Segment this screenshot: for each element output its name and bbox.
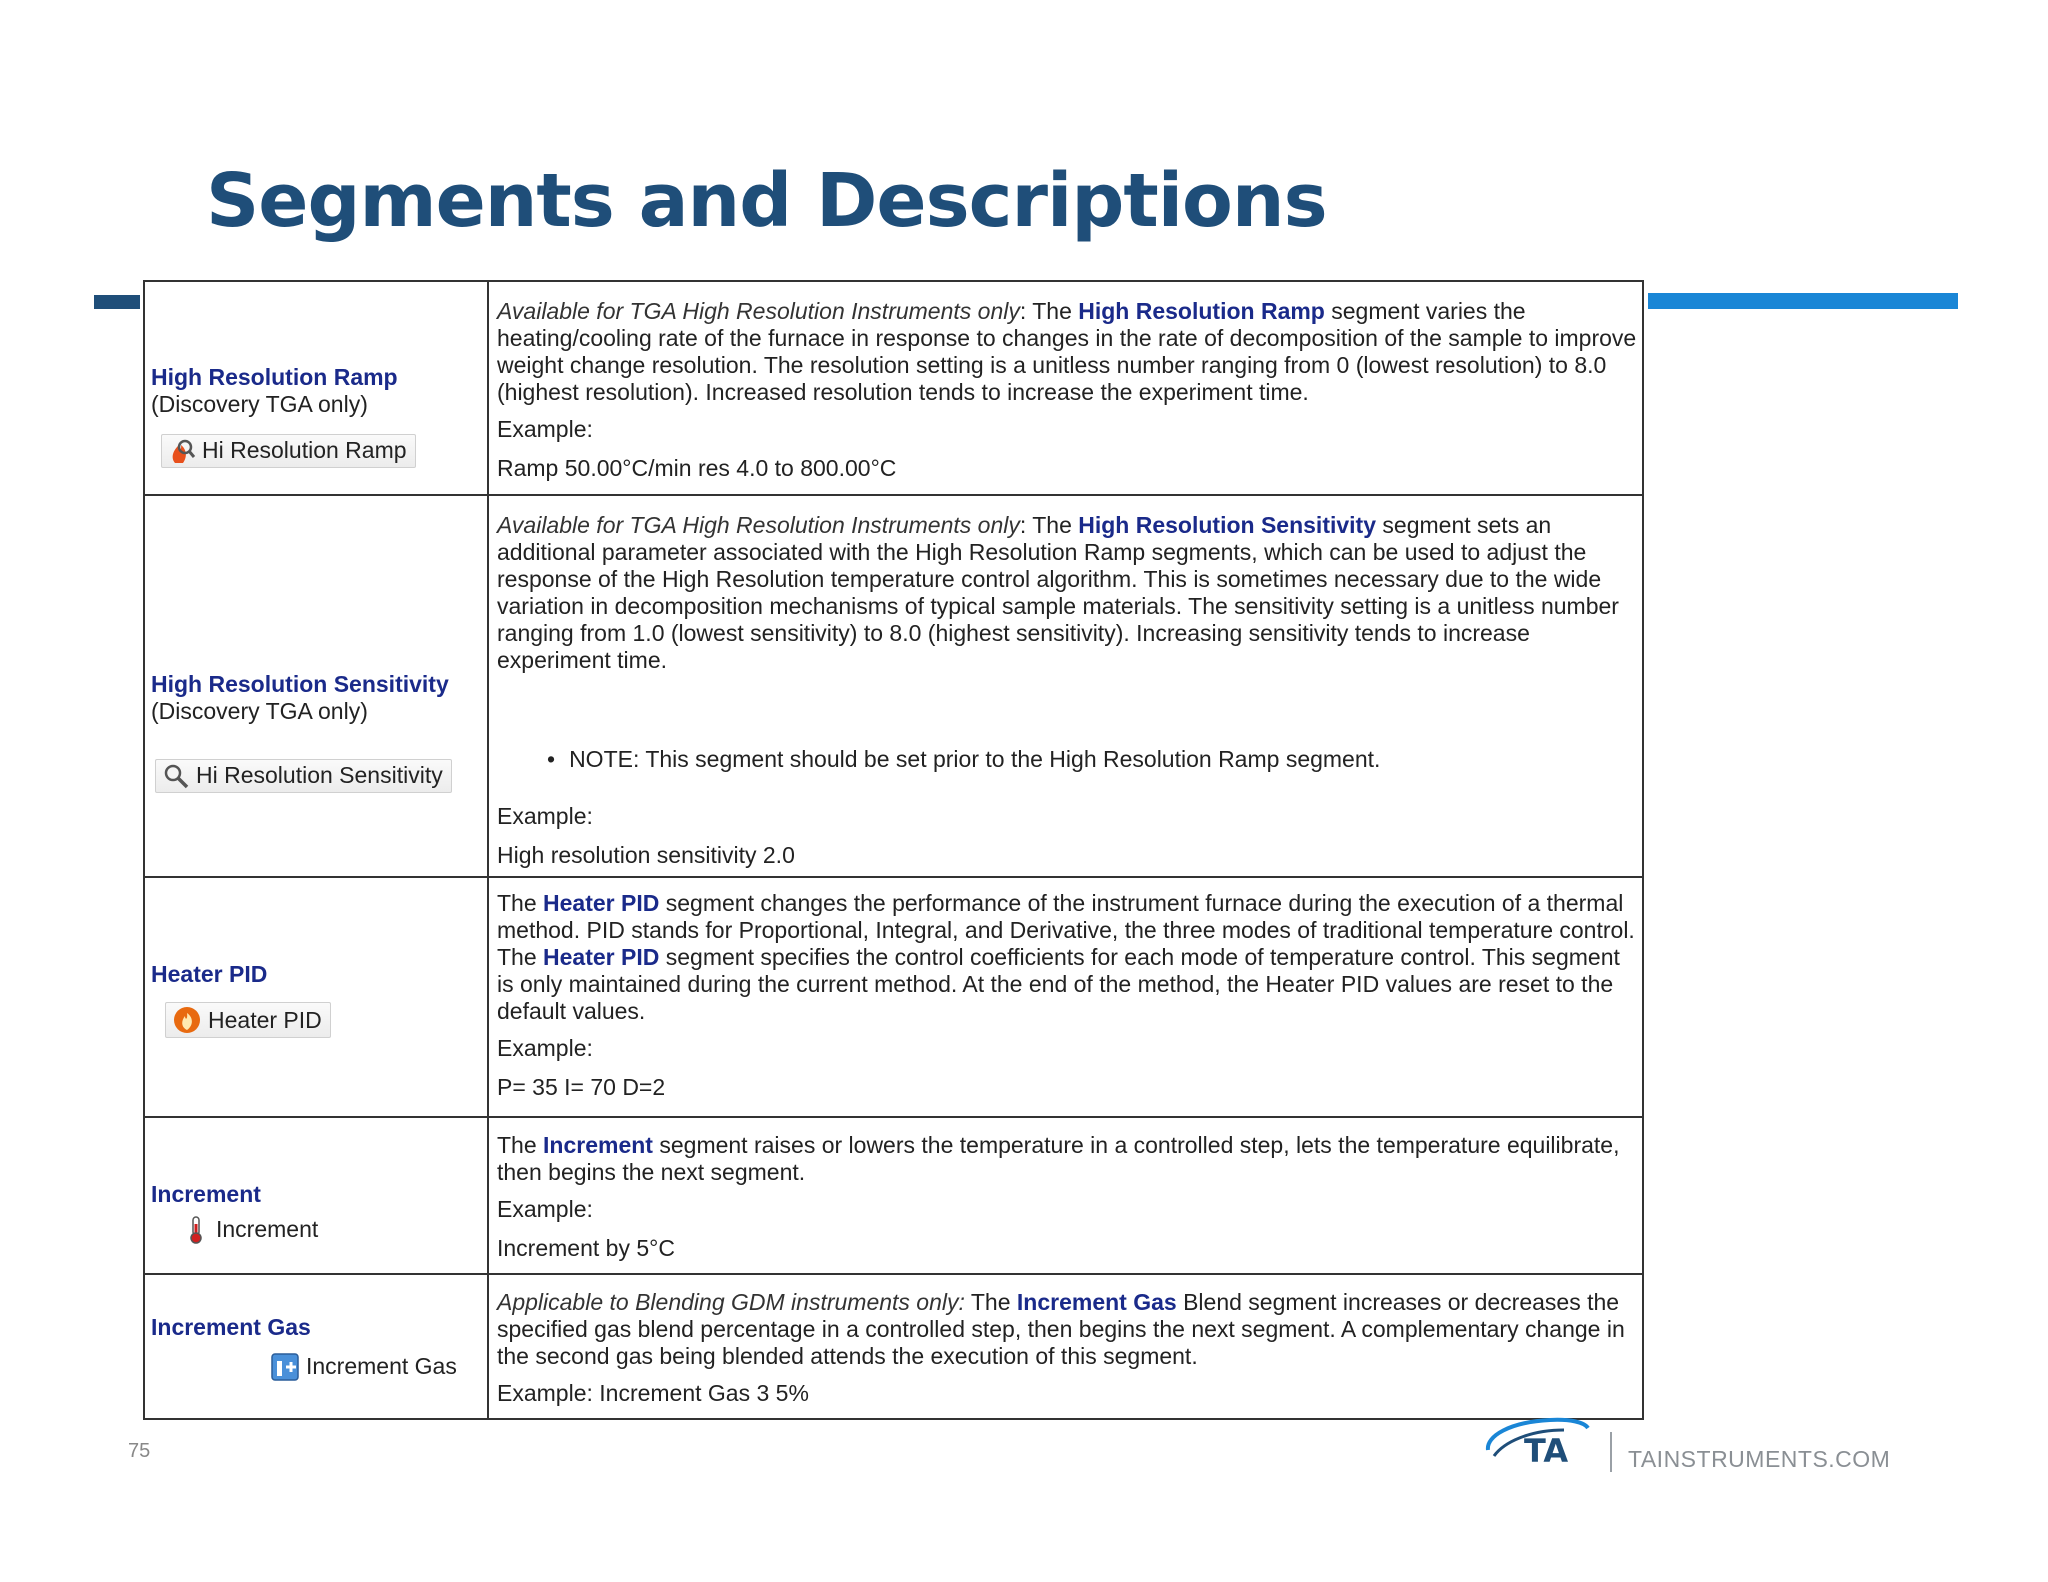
magnifier-icon [162, 762, 190, 790]
segment-highlight: Increment Gas [1016, 1289, 1177, 1315]
example-label: Example: [497, 1035, 593, 1061]
thermometer-plus-icon [188, 1215, 210, 1245]
description-text: segment raises or lowers the temperature in a controlled step, lets the temperature equilibrate, then begins the next segment. [497, 1132, 1620, 1185]
hi-resolution-ramp-button[interactable] [161, 434, 416, 468]
note-item [547, 746, 1639, 773]
button-label: Increment [216, 1216, 319, 1242]
segment-description [497, 890, 1639, 1025]
page-number: 75 [128, 1440, 151, 1462]
flame-icon [172, 1005, 202, 1035]
page-title: Segments and Descriptions [206, 158, 1327, 244]
gas-increment-icon [270, 1352, 300, 1382]
button-label: Increment Gas [306, 1353, 457, 1379]
example-value: Ramp 50.00°C/min res 4.0 to 800.00°C [497, 455, 897, 481]
description-text: segment specifies the control coefficients for each mode of temperature control. This segment is only maintained during the current method. At the end of the method, the Heater PID values are reset to the default values. [497, 944, 1620, 1024]
example-label: Example: [497, 1196, 593, 1222]
segment-name: Increment [151, 1180, 261, 1207]
segment-label-cell [144, 281, 488, 495]
segment-highlight: Heater PID [543, 944, 660, 970]
svg-text:TA: TA [1524, 1432, 1569, 1470]
segment-highlight: Heater PID [543, 890, 660, 916]
button-label: Hi Resolution Ramp [202, 437, 407, 463]
segment-highlight: High Resolution Ramp [1078, 298, 1325, 324]
segment-description [497, 1132, 1639, 1186]
search-flame-icon [168, 437, 196, 465]
availability-note: Available for TGA High Resolution Instruments only [497, 512, 1020, 538]
accent-bar-left [94, 295, 140, 309]
availability-note: Applicable to Blending GDM instruments only: [497, 1289, 965, 1315]
segment-highlight: High Resolution Sensitivity [1078, 512, 1377, 538]
table-row [144, 1117, 1643, 1274]
increment-button[interactable] [181, 1212, 327, 1248]
segment-description-cell [488, 1274, 1643, 1419]
description-text: segment changes the performance of the instrument furnace during the execution of a thermal method. PID stands for Proportional, Integral, and Derivative, the three modes of traditional temperature control. The [497, 890, 1635, 970]
button-label: Hi Resolution Sensitivity [196, 762, 443, 788]
example-value: Increment by 5°C [497, 1235, 675, 1261]
table-row [144, 495, 1643, 877]
example-value: P= 35 I= 70 D=2 [497, 1074, 666, 1100]
ta-logo-icon [1480, 1412, 1600, 1472]
segment-label-cell [144, 1274, 488, 1419]
heater-pid-button[interactable] [165, 1002, 331, 1038]
bullet: • [547, 746, 556, 772]
segment-name: High Resolution Sensitivity [151, 670, 449, 697]
segment-label-cell [144, 877, 488, 1117]
table-row [144, 281, 1643, 495]
example-label: Example: [497, 416, 593, 442]
segment-description [497, 512, 1639, 674]
description-text: Blend segment increases or decreases the specified gas blend percentage in a controlled step, then begins the next segment. A complementary change in the second gas being blended attends the execution of this segment. [497, 1289, 1625, 1369]
segment-name: Heater PID [151, 961, 268, 987]
description-text: The [497, 1132, 544, 1158]
segment-description-cell [488, 1117, 1643, 1274]
description-text: segment varies the heating/cooling rate of the furnace in response to changes in the rate of decomposition of the sample to improve weight change resolution. The resolution setting is a unitless number ranging from 0 (lowest resolution) to 8.0 (highest resolution). Increased resolution tends to increase the experiment time. [497, 298, 1637, 405]
segment-description-cell [488, 877, 1643, 1117]
increment-gas-button[interactable] [263, 1349, 466, 1385]
ta-logo [1480, 1412, 1600, 1477]
example-value: High resolution sensitivity 2.0 [497, 842, 795, 868]
description-text: segment sets an additional parameter associated with the High Resolution Ramp segments, which can be used to adjust the response of the High Resolution temperature control algorithm. This is sometimes necessary due to the wide variation in decomposition mechanisms of typical sample materials. The sensitivity setting is a unitless number ranging from 1.0 (lowest sensitivity) to 8.0 (highest sensitivity). Increasing sensitivity tends to increase experiment time. [497, 512, 1619, 673]
description-text: The [964, 1289, 1017, 1315]
segment-description-cell [488, 281, 1643, 495]
description-text: : The [1019, 512, 1079, 538]
table-row [144, 1274, 1643, 1419]
example-value: Example: Increment Gas 3 5% [497, 1380, 809, 1406]
hi-resolution-sensitivity-button[interactable] [155, 759, 452, 793]
segment-description [497, 1289, 1639, 1370]
segment-subtitle: (Discovery TGA only) [151, 390, 368, 417]
accent-bar-right [1648, 293, 1958, 309]
segment-subtitle: (Discovery TGA only) [151, 697, 368, 724]
footer-divider [1610, 1432, 1612, 1472]
segment-description-cell [488, 495, 1643, 877]
note-text: NOTE: This segment should be set prior to the High Resolution Ramp segment. [569, 746, 1381, 772]
availability-note: Available for TGA High Resolution Instruments only [497, 298, 1020, 324]
segment-name: High Resolution Ramp [151, 363, 398, 390]
segment-highlight: Increment [543, 1132, 653, 1158]
example-label: Example: [497, 803, 593, 829]
description-text: The [497, 890, 544, 916]
segment-label-cell [144, 1117, 488, 1274]
segment-name: Increment Gas [151, 1313, 311, 1340]
segments-table [143, 280, 1644, 1420]
description-text: : The [1019, 298, 1079, 324]
segment-description [497, 298, 1639, 406]
button-label: Heater PID [208, 1006, 322, 1033]
table-row [144, 877, 1643, 1117]
footer-website[interactable]: TAINSTRUMENTS.COM [1628, 1446, 1891, 1472]
segment-label-cell [144, 495, 488, 877]
